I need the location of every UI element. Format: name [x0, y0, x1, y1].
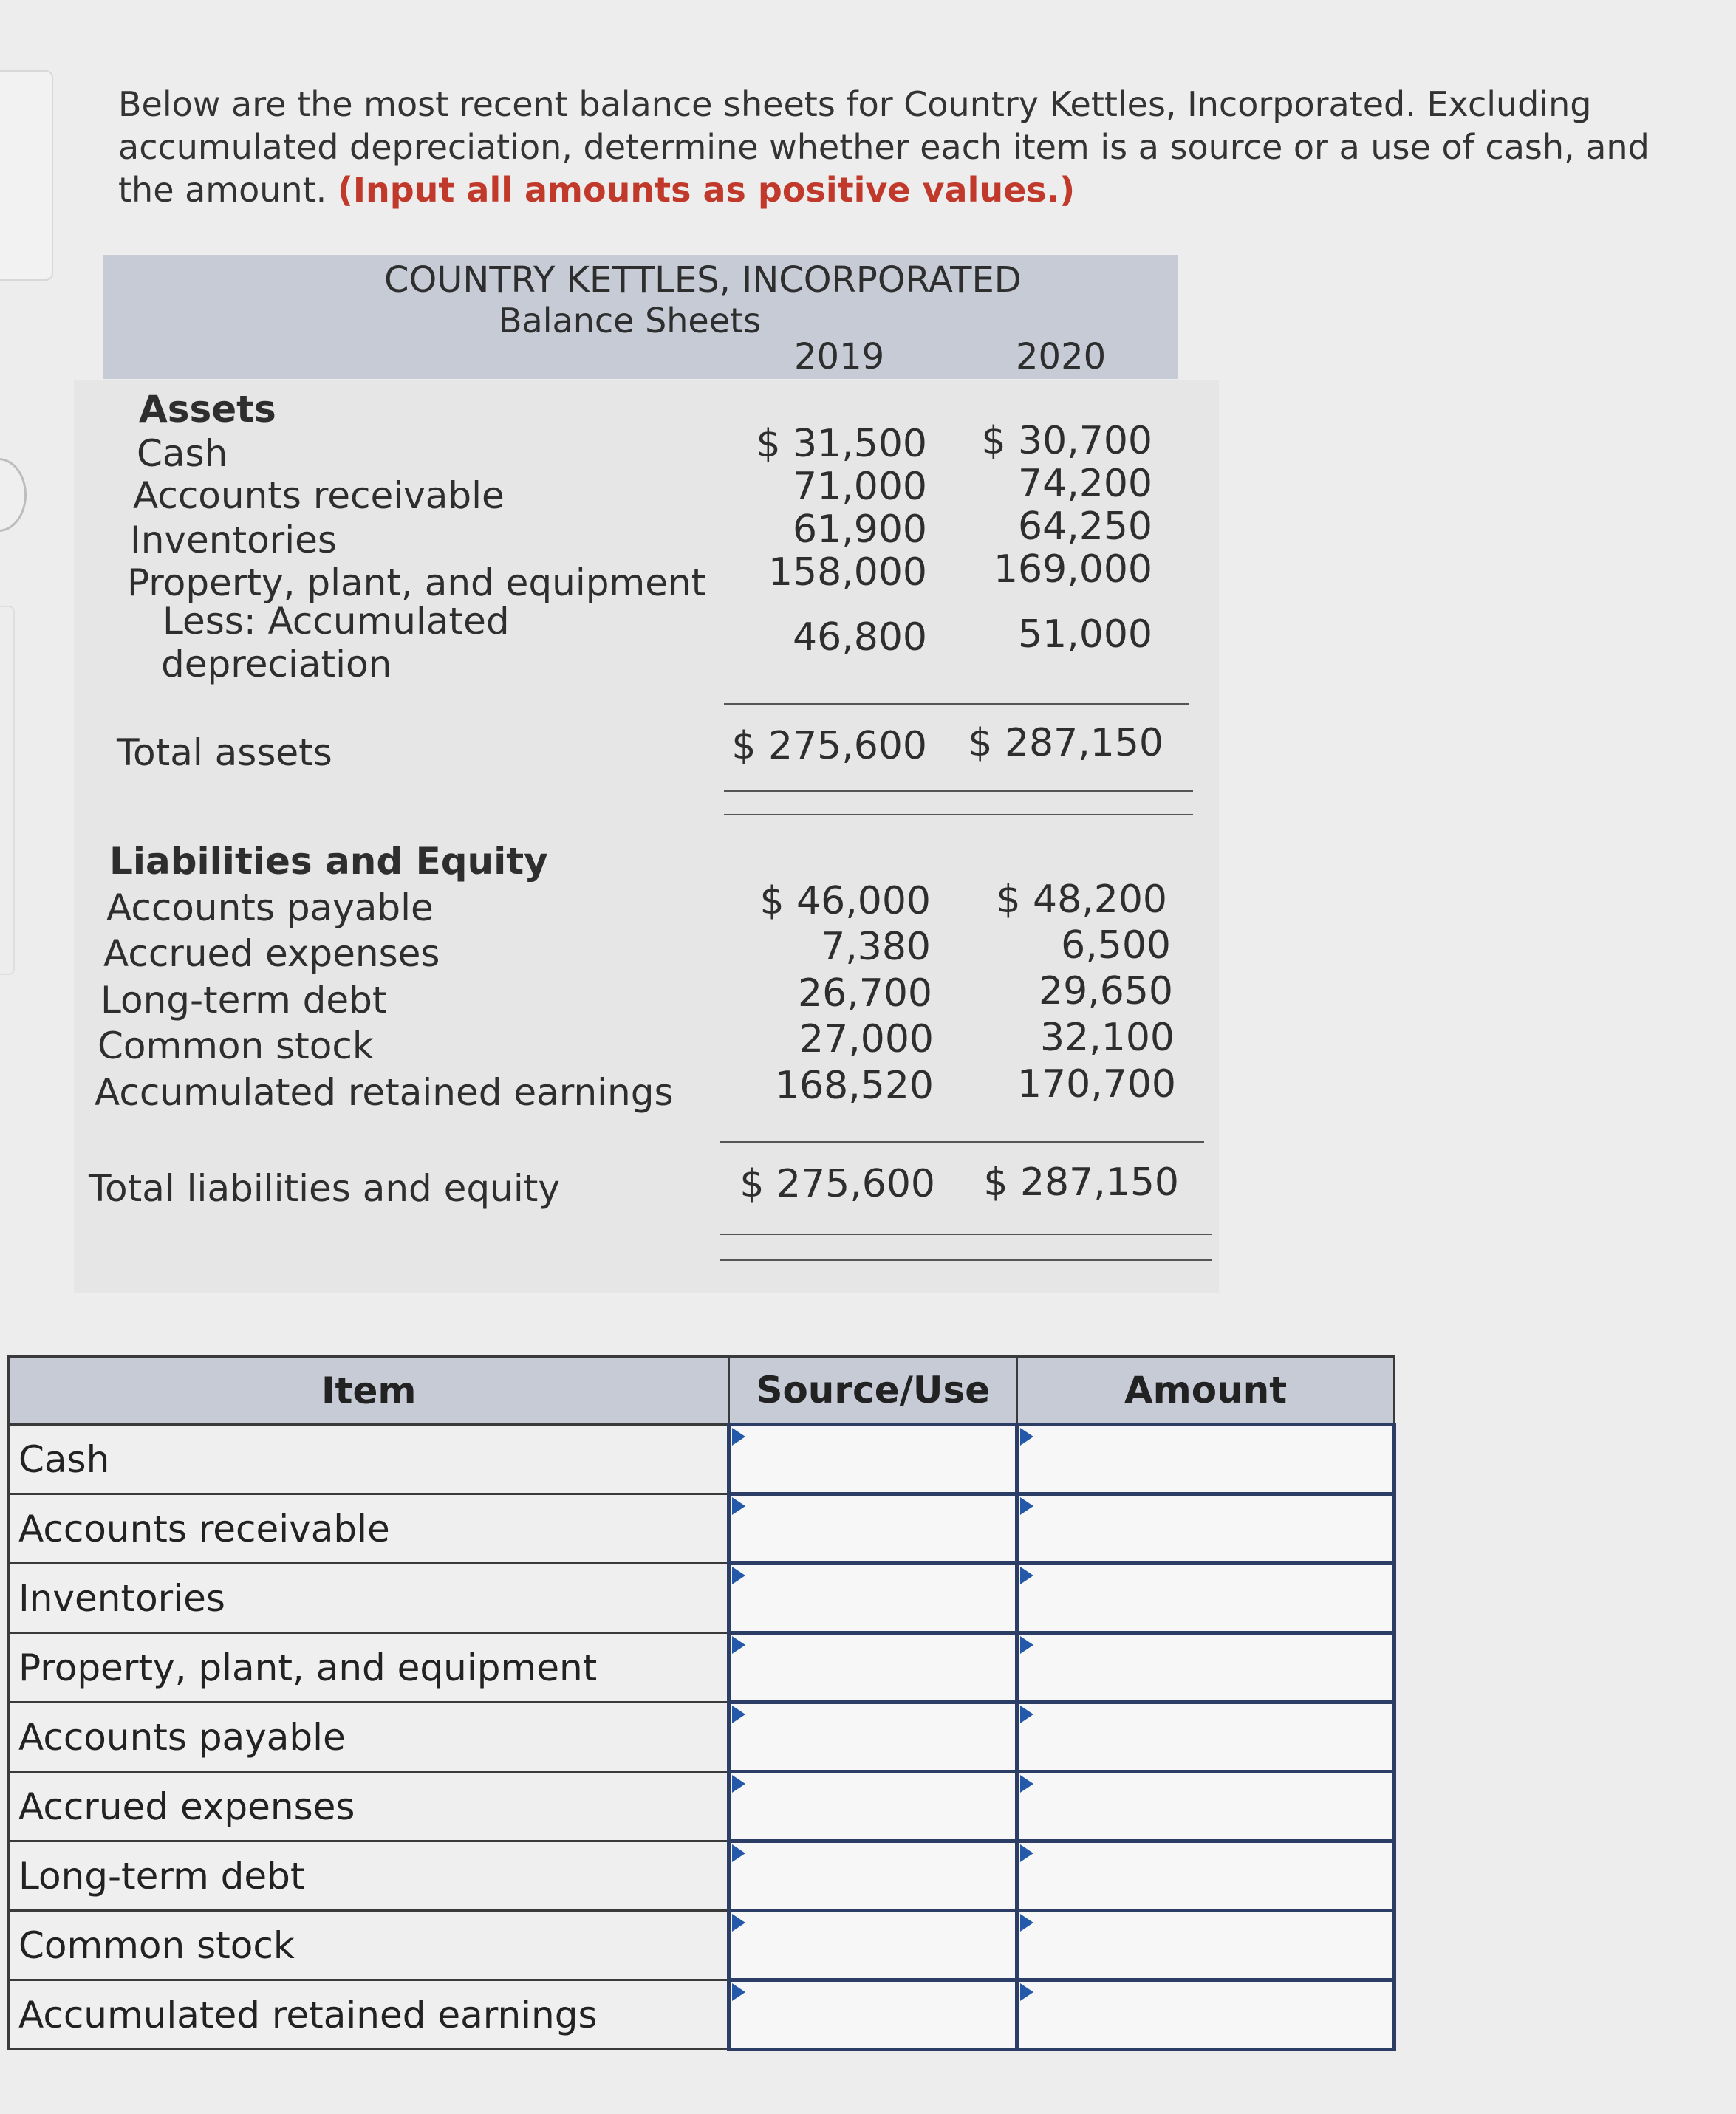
source-use-input[interactable]: [729, 1841, 1017, 1911]
total-assets-2020: $ 287,150: [968, 721, 1163, 765]
amount-input[interactable]: [1017, 1425, 1395, 1494]
amount-input[interactable]: [1017, 1703, 1395, 1772]
liabilities-heading: Liabilities and Equity: [109, 840, 548, 883]
assets-heading: Assets: [139, 388, 276, 431]
asset-value-2020: 169,000: [993, 547, 1152, 592]
liability-value-2020: 32,100: [1040, 1016, 1175, 1060]
question-instructions: [118, 83, 1684, 211]
table-row: [9, 1425, 1395, 1494]
side-panel-edge-lower: [0, 606, 15, 975]
input-marker-icon: [1020, 1914, 1033, 1932]
asset-value-2019: 158,000: [768, 550, 927, 595]
balance-sheet-body: [74, 380, 1219, 1293]
table-row: [9, 1703, 1395, 1772]
subtotal-rule: [724, 703, 1189, 705]
input-marker-icon: [1020, 1983, 1033, 2001]
year-2019-header: 2019: [794, 336, 885, 377]
asset-value-2019: 46,800: [793, 615, 927, 660]
input-marker-icon: [1020, 1567, 1033, 1584]
input-marker-icon: [732, 1844, 745, 1862]
liability-value-2020: 6,500: [1061, 923, 1171, 968]
source-use-input[interactable]: [729, 1772, 1017, 1841]
liability-value-2019: 26,700: [798, 971, 932, 1016]
side-panel-edge: [0, 70, 53, 281]
source-use-input[interactable]: [729, 1703, 1017, 1772]
total-rule-2: [720, 1259, 1212, 1261]
source-use-input[interactable]: [729, 1911, 1017, 1980]
source-use-input[interactable]: [729, 1425, 1017, 1494]
table-row: [9, 1841, 1395, 1911]
amount-input[interactable]: [1017, 1494, 1395, 1564]
item-label: Accounts receivable: [9, 1494, 729, 1564]
input-marker-icon: [732, 1428, 745, 1446]
liability-value-2020: $ 48,200: [996, 878, 1167, 922]
asset-label: Property, plant, and equipment: [127, 561, 706, 604]
item-label: Common stock: [9, 1911, 729, 1980]
asset-value-2020: $ 30,700: [981, 419, 1152, 463]
asset-value-2020: 74,200: [1018, 462, 1152, 506]
item-label: Accrued expenses: [9, 1772, 729, 1841]
source-use-input[interactable]: [729, 1980, 1017, 2050]
liability-value-2020: 29,650: [1039, 969, 1173, 1013]
table-row: [9, 1911, 1395, 1980]
liability-label: Accrued expenses: [103, 932, 440, 975]
input-marker-icon: [732, 1983, 745, 2001]
balance-sheet-header: [103, 255, 1178, 379]
input-marker-icon: [1020, 1428, 1033, 1446]
company-name: COUNTRY KETTLES, INCORPORATED: [384, 259, 1022, 301]
item-label: Property, plant, and equipment: [9, 1633, 729, 1703]
amount-column-header: Amount: [1017, 1357, 1395, 1425]
total-assets-label: Total assets: [117, 731, 332, 774]
input-marker-icon: [1020, 1497, 1033, 1515]
asset-value-2020: 64,250: [1018, 504, 1152, 549]
table-row: [9, 1980, 1395, 2050]
source-use-table: [7, 1355, 1396, 2051]
item-label: Inventories: [9, 1564, 729, 1633]
input-marker-icon: [732, 1914, 745, 1932]
amount-input[interactable]: [1017, 1564, 1395, 1633]
asset-value-2019: 61,900: [793, 507, 927, 552]
input-marker-icon: [732, 1567, 745, 1584]
asset-value-2019: 71,000: [793, 465, 927, 509]
item-column-header: Item: [9, 1357, 729, 1425]
amount-input[interactable]: [1017, 1980, 1395, 2050]
asset-label-continued: depreciation: [161, 643, 392, 685]
table-row: [9, 1633, 1395, 1703]
asset-label: Inventories: [130, 519, 337, 561]
input-marker-icon: [732, 1497, 745, 1515]
asset-value-2020: 51,000: [1018, 612, 1152, 657]
asset-label: Cash: [137, 432, 228, 475]
table-row: [9, 1772, 1395, 1841]
liability-value-2019: $ 46,000: [759, 879, 931, 923]
input-marker-icon: [1020, 1844, 1033, 1862]
instructions-emphasis: (Input all amounts as positive values.): [337, 170, 1076, 210]
year-2020-header: 2020: [1016, 336, 1107, 377]
liability-value-2020: 170,700: [1016, 1062, 1176, 1106]
asset-label: Less: Accumulated: [163, 600, 510, 643]
liability-label: Common stock: [98, 1024, 374, 1067]
liability-value-2019: 27,000: [799, 1017, 934, 1061]
liability-label: Accumulated retained earnings: [95, 1071, 674, 1114]
amount-input[interactable]: [1017, 1772, 1395, 1841]
item-label: Long-term debt: [9, 1841, 729, 1911]
amount-input[interactable]: [1017, 1841, 1395, 1911]
source-use-column-header: Source/Use: [729, 1357, 1017, 1425]
source-use-input[interactable]: [729, 1564, 1017, 1633]
liability-value-2019: 168,520: [774, 1064, 934, 1108]
table-header-row: [9, 1357, 1395, 1425]
input-marker-icon: [732, 1706, 745, 1723]
table-row: [9, 1564, 1395, 1633]
item-label: Accumulated retained earnings: [9, 1980, 729, 2050]
total-assets-2019: $ 275,600: [731, 724, 927, 768]
total-rule-1: [724, 790, 1193, 792]
balance-sheet-subtitle: Balance Sheets: [499, 301, 762, 341]
amount-input[interactable]: [1017, 1633, 1395, 1703]
side-toggle-button[interactable]: [0, 458, 27, 532]
input-marker-icon: [1020, 1775, 1033, 1793]
source-use-input[interactable]: [729, 1633, 1017, 1703]
input-marker-icon: [1020, 1706, 1033, 1723]
item-label: Cash: [9, 1425, 729, 1494]
liability-label: Accounts payable: [106, 886, 434, 929]
item-label: Accounts payable: [9, 1703, 729, 1772]
total-rule-1: [720, 1234, 1212, 1235]
source-use-input[interactable]: [729, 1494, 1017, 1564]
asset-value-2019: $ 31,500: [756, 422, 927, 466]
subtotal-rule: [720, 1141, 1204, 1143]
total-liabilities-2019: $ 275,600: [739, 1162, 935, 1206]
total-rule-2: [724, 814, 1193, 815]
input-marker-icon: [732, 1775, 745, 1793]
liability-value-2019: 7,380: [821, 925, 931, 969]
asset-label: Accounts receivable: [133, 474, 505, 517]
total-liabilities-2020: $ 287,150: [983, 1160, 1179, 1205]
input-marker-icon: [732, 1636, 745, 1654]
liability-label: Long-term debt: [100, 979, 387, 1022]
amount-input[interactable]: [1017, 1911, 1395, 1980]
table-row: [9, 1494, 1395, 1564]
instructions-text: Below are the most recent balance sheets for Country Kettles, Incorporated. Excluding accumulated depreciation, determine whether each item is a source or a use of cash, and the amount.: [118, 84, 1650, 210]
input-marker-icon: [1020, 1636, 1033, 1654]
total-liabilities-label: Total liabilities and equity: [89, 1167, 560, 1210]
